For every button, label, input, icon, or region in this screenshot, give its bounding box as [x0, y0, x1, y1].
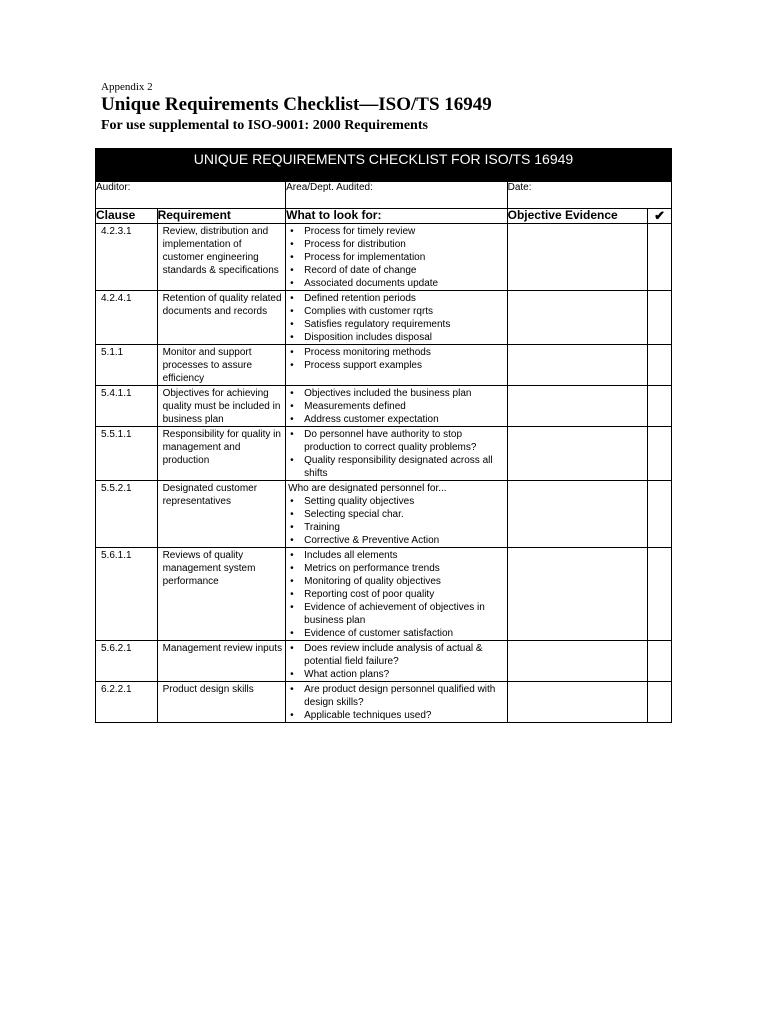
- look-for-item: • Metrics on performance trends: [288, 562, 506, 575]
- look-for-item: • Process support examples: [288, 359, 506, 372]
- look-for-item: • Associated documents update: [288, 277, 506, 290]
- check-cell[interactable]: [648, 224, 672, 291]
- look-for-list: [288, 549, 506, 640]
- document-subtitle: For use supplemental to ISO-9001: 2000 Requirements: [101, 118, 428, 133]
- requirement-cell: Designated customer representatives: [157, 481, 286, 548]
- look-for-list: [288, 428, 506, 480]
- clause-cell: 5.1.1: [96, 345, 158, 386]
- look-for-item: • Measurements defined: [288, 400, 506, 413]
- table-row: [96, 224, 672, 291]
- requirement-cell: Objectives for achieving quality must be included in business plan: [157, 386, 286, 427]
- objective-evidence-cell[interactable]: [507, 641, 647, 682]
- look-for-item: • Address customer expectation: [288, 413, 506, 426]
- look-for-list: [288, 495, 506, 547]
- clause-cell: 6.2.2.1: [96, 682, 158, 723]
- clause-cell: 5.6.2.1: [96, 641, 158, 682]
- document-title: Unique Requirements Checklist—ISO/TS 16949: [101, 94, 492, 115]
- look-for-cell: [286, 548, 507, 641]
- look-for-cell: [286, 224, 507, 291]
- table-row: [96, 291, 672, 345]
- table-row: [96, 548, 672, 641]
- look-for-item: • Record of date of change: [288, 264, 506, 277]
- requirement-cell: Retention of quality related documents and records: [157, 291, 286, 345]
- clause-cell: 4.2.3.1: [96, 224, 158, 291]
- objective-evidence-cell[interactable]: [507, 682, 647, 723]
- look-for-item: • Applicable techniques used?: [288, 709, 506, 722]
- look-for-item: • Corrective & Preventive Action: [288, 534, 506, 547]
- look-for-cell: [286, 386, 507, 427]
- clause-header: Clause: [96, 209, 158, 224]
- table-row: [96, 682, 672, 723]
- look-for-cell: [286, 345, 507, 386]
- clause-cell: 5.5.1.1: [96, 427, 158, 481]
- requirement-cell: Review, distribution and implementation of customer engineering standards & specifications: [157, 224, 286, 291]
- objective-evidence-cell[interactable]: [507, 386, 647, 427]
- look-for-item: • Quality responsibility designated across all shifts: [288, 454, 506, 480]
- check-cell[interactable]: [648, 345, 672, 386]
- check-cell[interactable]: [648, 481, 672, 548]
- table-row: [96, 481, 672, 548]
- objective-evidence-cell[interactable]: [507, 224, 647, 291]
- look-for-item: • What action plans?: [288, 668, 506, 681]
- clause-cell: 5.4.1.1: [96, 386, 158, 427]
- look-for-cell: [286, 291, 507, 345]
- look-for-cell: [286, 481, 507, 548]
- check-cell[interactable]: [648, 291, 672, 345]
- objective-evidence-cell[interactable]: [507, 548, 647, 641]
- requirement-header: Requirement: [157, 209, 286, 224]
- look-for-list: [288, 683, 506, 722]
- clause-cell: 5.5.2.1: [96, 481, 158, 548]
- requirement-cell: Responsibility for quality in management and production: [157, 427, 286, 481]
- table-row: [96, 641, 672, 682]
- table-row: [96, 345, 672, 386]
- look-for-list: [288, 225, 506, 290]
- requirement-cell: Management review inputs: [157, 641, 286, 682]
- date-label: Date:: [507, 182, 532, 193]
- look-for-item: • Process monitoring methods: [288, 346, 506, 359]
- checklist-rows: [96, 224, 672, 723]
- look-for-item: • Monitoring of quality objectives: [288, 575, 506, 588]
- auditor-field[interactable]: [96, 182, 286, 209]
- look-for-item: • Does review include analysis of actual & potential field failure?: [288, 642, 506, 668]
- date-field[interactable]: [507, 182, 671, 209]
- look-for-item: • Reporting cost of poor quality: [288, 588, 506, 601]
- check-cell[interactable]: [648, 386, 672, 427]
- look-for-item: • Training: [288, 521, 506, 534]
- objective-evidence-cell[interactable]: [507, 345, 647, 386]
- look-for-item: • Process for distribution: [288, 238, 506, 251]
- appendix-label: Appendix 2: [101, 81, 153, 93]
- objective-evidence-cell[interactable]: [507, 481, 647, 548]
- look-for-list: [288, 346, 506, 372]
- clause-cell: 4.2.4.1: [96, 291, 158, 345]
- auditor-label: Auditor:: [96, 182, 131, 193]
- look-for-list: [288, 292, 506, 344]
- look-for-item: • Satisfies regulatory requirements: [288, 318, 506, 331]
- look-for-item: • Process for timely review: [288, 225, 506, 238]
- checklist-table: [95, 148, 672, 723]
- check-cell[interactable]: [648, 682, 672, 723]
- look-for-item: • Evidence of achievement of objectives in business plan: [288, 601, 506, 627]
- clause-cell: 5.6.1.1: [96, 548, 158, 641]
- area-audited-field[interactable]: [286, 182, 507, 209]
- requirement-cell: Monitor and support processes to assure efficiency: [157, 345, 286, 386]
- look-for-header: What to look for:: [286, 209, 507, 224]
- look-for-item: • Includes all elements: [288, 549, 506, 562]
- check-cell[interactable]: [648, 548, 672, 641]
- checklist-banner: UNIQUE REQUIREMENTS CHECKLIST FOR ISO/TS 16949: [96, 149, 672, 182]
- look-for-item: • Setting quality objectives: [288, 495, 506, 508]
- look-for-item: • Are product design personnel qualified with design skills?: [288, 683, 506, 709]
- look-for-cell: [286, 641, 507, 682]
- look-for-item: • Defined retention periods: [288, 292, 506, 305]
- table-row: [96, 427, 672, 481]
- look-for-item: • Process for implementation: [288, 251, 506, 264]
- look-for-cell: [286, 427, 507, 481]
- look-for-item: • Selecting special char.: [288, 508, 506, 521]
- objective-evidence-cell[interactable]: [507, 291, 647, 345]
- look-for-lead-text: Who are designated personnel for...: [288, 483, 447, 494]
- table-row: [96, 386, 672, 427]
- check-cell[interactable]: [648, 641, 672, 682]
- objective-evidence-header: Objective Evidence: [507, 209, 647, 224]
- check-cell[interactable]: [648, 427, 672, 481]
- look-for-item: • Complies with customer rqrts: [288, 305, 506, 318]
- requirement-cell: Reviews of quality management system performance: [157, 548, 286, 641]
- check-header: ✔: [648, 209, 672, 224]
- area-audited-label: Area/Dept. Audited:: [286, 182, 373, 193]
- objective-evidence-cell[interactable]: [507, 427, 647, 481]
- look-for-item: • Evidence of customer satisfaction: [288, 627, 506, 640]
- look-for-list: [288, 642, 506, 681]
- look-for-list: [288, 387, 506, 426]
- look-for-item: • Objectives included the business plan: [288, 387, 506, 400]
- look-for-cell: [286, 682, 507, 723]
- look-for-item: • Do personnel have authority to stop production to correct quality problems?: [288, 428, 506, 454]
- requirement-cell: Product design skills: [157, 682, 286, 723]
- look-for-item: • Disposition includes disposal: [288, 331, 506, 344]
